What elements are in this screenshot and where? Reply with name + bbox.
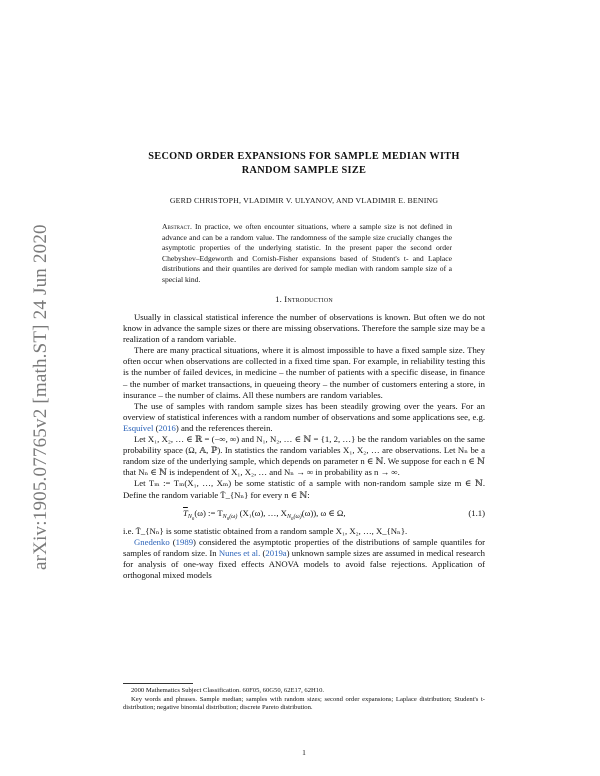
citation-nunes[interactable]: Nunes et al.	[218, 547, 261, 558]
paragraph-1: Usually in classical statistical inference the number of observations is known. But often we do not know in advance the sample sizes or there are missing observations. Therefore the sample size may be a realization of a random variable.	[123, 312, 485, 345]
body-text	[123, 312, 485, 581]
page-number: 1	[302, 748, 306, 757]
abstract	[162, 222, 452, 285]
arxiv-sidebar	[10, 190, 50, 570]
citation-nunes-year[interactable]: 2019a	[265, 547, 287, 558]
paper-title	[123, 150, 485, 178]
citation-gnedenko-year[interactable]: 1989	[175, 536, 194, 547]
equation-number: (1.1)	[468, 507, 485, 518]
citation-esquivel[interactable]: Esquível	[123, 422, 154, 433]
footnote-keywords: Key words and phrases. Sample median; samples with random sizes; second order expansions; Laplace distribution; Student's t-distribution; negative binomial distribution; discrete Pareto distribution.	[123, 695, 485, 712]
paragraph-6: i.e. T̄_{Nₙ} is some statistic obtained from a random sample X₁, X₂, …, X_{Nₙ}.	[123, 525, 408, 536]
footnote-divider	[123, 683, 193, 684]
paragraph-7: Gnedenko (1989) considered the asymptotic properties of the distributions of sample quantiles for samples of random size. In Nunes et al. (2019a) unknown sample sizes are assumed in medical research for analysis of one-way fixed effects ANOVA models to avoid false rejections. Application of orthogonal mixed models	[123, 536, 486, 580]
citation-esquivel-year[interactable]: 2016	[158, 422, 176, 433]
paragraph-2: There are many practical situations, where it is almost impossible to have a fixed sample size. They often occur when observations are collected in a fixed time span. For example, in reliability testing this is the number of failed devices, in medicine – the number of patients with a specific disease, in finance – the number of market transactions, in queueing theory – the number of customers entering a store, in insurance – the number of claims. All these numbers are random variables.	[123, 345, 485, 400]
paragraph-3: The use of samples with random sample sizes has been steadily growing over the years. For an overview of statistical inferences with a random number of observations and some applications see, e.g. Esquível (2016) and the references therein.	[123, 400, 485, 433]
title-line-1: SECOND ORDER EXPANSIONS FOR SAMPLE MEDIAN WITH	[148, 151, 460, 162]
section-title: 1. Introduction	[275, 294, 333, 304]
title-line-2: RANDOM SAMPLE SIZE	[241, 165, 367, 176]
footnotes	[123, 687, 485, 713]
arxiv-identifier: arXiv:1905.07765v2 [math.ST] 24 Jun 2020	[30, 224, 51, 570]
paragraph-5: Let Tₘ := Tₘ(X₁, …, Xₘ) be some statistic of a sample with non-random sample size m ∈ ℕ. Define the random variable T̄_{Nₙ} for every n ∈ ℕ:	[123, 478, 485, 500]
abstract-label: Abstract.	[162, 222, 192, 231]
paragraph-4: Let X₁, X₂, … ∈ ℝ = (−∞, ∞) and N₁, N₂, … ∈ ℕ = {1, 2, …} be the random variables on the same probability space (Ω, 𝔸, ℙ). In statistics the random variables X₁, X₂, … are observations. Let Nₙ be a random size of the underlying sample, which depends on parameter n ∈ ℕ. We suppose for each n ∈ ℕ that Nₙ ∈ ℕ is independent of X₁, X₂, … and Nₙ → ∞ in probability as n → ∞.	[123, 434, 485, 478]
equation-1-1	[123, 503, 485, 525]
footnote-msc: 2000 Mathematics Subject Classification. 60F05, 60G50, 62E17, 62H10.	[131, 687, 325, 694]
citation-gnedenko[interactable]: Gnedenko	[134, 536, 170, 547]
abstract-text: In practice, we often encounter situations, where a sample size is not defined in advance and can be a random value. The randomness of the sample size crucially changes the asymptotic properties of the underlying statistic. In the present paper the second order Chebyshev–Edgeworth and Cornish-Fisher expansions based of Student's t- and Laplace distributions and their quantiles are derived for sample median with random sample size of a special kind.	[162, 222, 452, 284]
equation-expression: $\overline{T}_{N_n}(\omega)$ := $T_{N_n(\omega)}$ (X₁(ω), …, $X_{N_n(\omega)}(\omega)$), ω ∈ Ω,	[183, 507, 346, 523]
authors: GERD CHRISTOPH, VLADIMIR V. ULYANOV, AND VLADIMIR E. BENING	[169, 196, 439, 205]
